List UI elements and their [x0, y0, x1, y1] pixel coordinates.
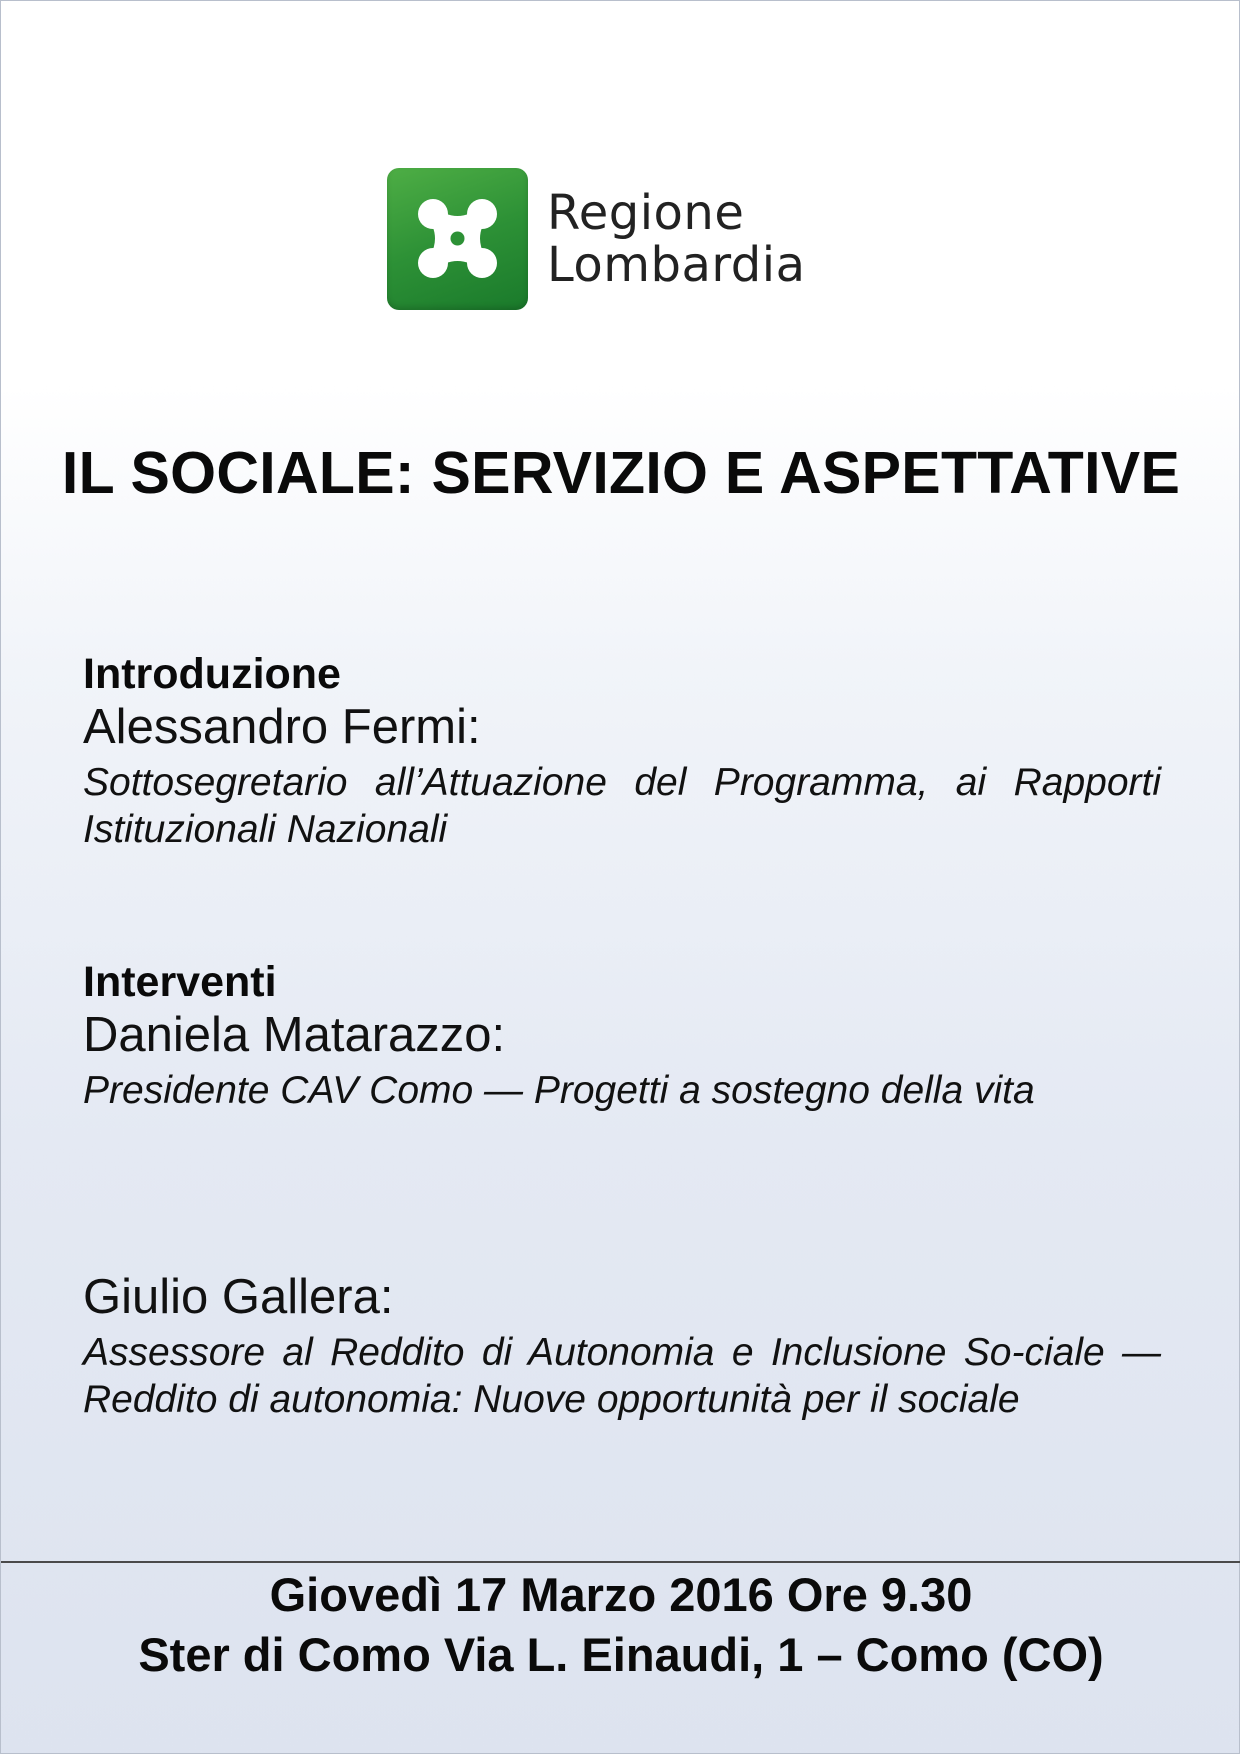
speaker-name: Alessandro Fermi: — [83, 700, 481, 754]
event-date: Giovedì 17 Marzo 2016 Ore 9.30 — [269, 1568, 973, 1621]
event-venue: Ster di Como Via L. Einaudi, 1 – Como (CO) — [138, 1628, 1104, 1681]
logo-text — [547, 187, 806, 291]
speaker-block — [83, 1269, 1161, 1423]
speaker-name: Giulio Gallera: — [83, 1270, 394, 1324]
speaker-role: Presidente CAV Como — Progetti a sostegno della vita — [83, 1069, 1035, 1112]
speaker-name: Daniela Matarazzo: — [83, 1008, 506, 1062]
speaker-role: Sottosegretario all’Attuazione del Programma, ai Rapporti Istituzionali Nazionali — [83, 761, 1161, 851]
introduction-label: Introduzione — [83, 650, 341, 698]
logo-line-2: Lombardia — [547, 237, 806, 293]
logo — [339, 153, 907, 353]
interventions-section — [83, 957, 1161, 1114]
speaker-role: Assessore al Reddito di Autonomia e Inclusione So-ciale — Reddito di autonomia: Nuove opportunità per il sociale — [83, 1331, 1161, 1421]
interventions-label: Interventi — [83, 958, 277, 1006]
rosa-camuna-icon — [387, 168, 528, 310]
introduction-section — [83, 649, 1161, 853]
logo-line-1: Regione — [547, 185, 745, 241]
footer-divider — [1, 1561, 1240, 1563]
rosa-camuna-shape — [387, 168, 528, 310]
event-info — [1, 1565, 1240, 1685]
page-title: IL SOCIALE: SERVIZIO E ASPETTATIVE — [61, 440, 1181, 506]
